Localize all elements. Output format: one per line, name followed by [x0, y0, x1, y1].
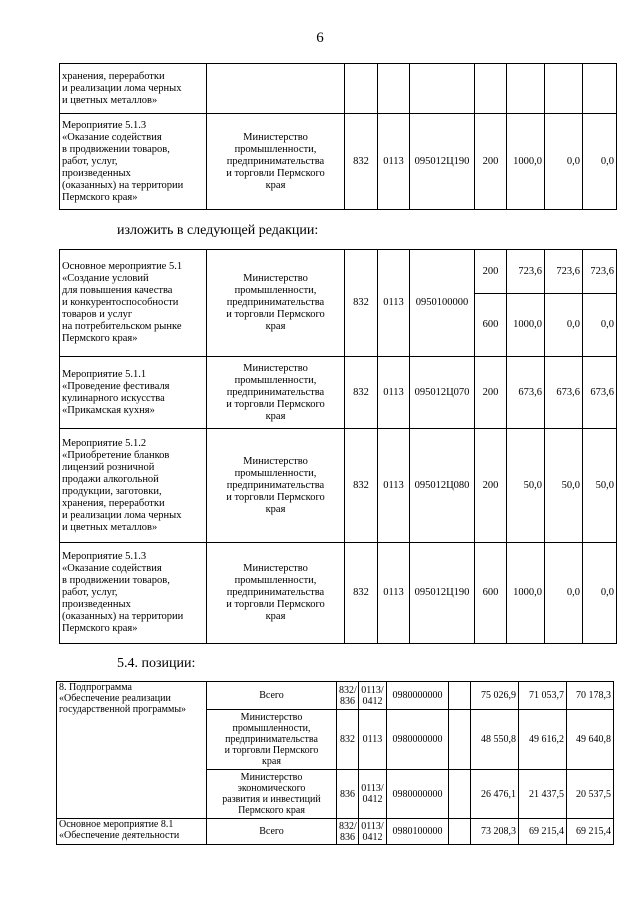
grbs-code: 832 — [345, 429, 378, 543]
grbs-code: 832 — [345, 357, 378, 429]
csr-code — [410, 64, 475, 114]
table-row — [60, 64, 617, 114]
value-3: 723,6 — [583, 250, 617, 294]
value-3: 0,0 — [583, 543, 617, 644]
csr-code: 095012Ц190 — [410, 114, 475, 210]
csr-code: 0980000000 — [387, 710, 449, 770]
measure-name: Основное мероприятие 8.1 «Обеспечение деятельности — [57, 819, 207, 845]
table-1 — [59, 63, 617, 210]
grbs-code: 832/ 836 — [337, 819, 359, 845]
grbs-code: 832/ 836 — [337, 682, 359, 710]
executor: Министерство промышленности, предпринимательства и торговли Пермского края — [207, 114, 345, 210]
value-1: 26 476,1 — [471, 770, 519, 819]
grbs-code — [345, 64, 378, 114]
program-name: 8. Подпрограмма «Обеспечение реализации государственной программы» — [57, 682, 207, 819]
instruction-text: изложить в следующей редакции: — [117, 223, 319, 238]
table-3 — [56, 681, 614, 845]
value-1: 1000,0 — [507, 543, 545, 644]
measure-name: Мероприятие 5.1.1 «Проведение фестиваля кулинарного искусства «Прикамская кухня» — [60, 357, 207, 429]
value-2: 0,0 — [545, 114, 583, 210]
measure-name: Основное мероприятие 5.1 «Создание условий для повышения качества и конкурентоспособности товаров и услуг на потребительском рынке Пермского края» — [60, 250, 207, 357]
table-row — [57, 819, 614, 845]
value-3: 0,0 — [583, 114, 617, 210]
vr-code — [475, 64, 507, 114]
vr-code: 200 — [475, 357, 507, 429]
measure-name: Мероприятие 5.1.3 «Оказание содействия в продвижении товаров, работ, услуг, произведенных (оказанных) на территории Пермского края» — [60, 114, 207, 210]
executor — [207, 64, 345, 114]
executor: Министерство промышленности, предпринимательства и торговли Пермского края — [207, 250, 345, 357]
page-number: 6 — [316, 30, 324, 46]
csr-code: 0980100000 — [387, 819, 449, 845]
grbs-code: 832 — [345, 543, 378, 644]
value-3 — [583, 64, 617, 114]
rz-code: 0113 — [378, 250, 410, 357]
vr-code — [449, 710, 471, 770]
rz-code: 0113 — [378, 543, 410, 644]
table-2 — [59, 249, 617, 644]
csr-code: 095012Ц190 — [410, 543, 475, 644]
value-2: 723,6 — [545, 250, 583, 294]
rz-code — [378, 64, 410, 114]
table-row — [60, 543, 617, 644]
rz-code: 0113 — [378, 114, 410, 210]
table-row — [60, 250, 617, 294]
executor: Всего — [207, 819, 337, 845]
vr-code: 200 — [475, 250, 507, 294]
vr-code: 200 — [475, 114, 507, 210]
rz-code: 0113 — [378, 429, 410, 543]
executor: Министерство промышленности, предпринимательства и торговли Пермского края — [207, 543, 345, 644]
csr-code: 095012Ц070 — [410, 357, 475, 429]
rz-code: 0113/ 0412 — [359, 770, 387, 819]
value-2 — [545, 64, 583, 114]
rz-code: 0113/ 0412 — [359, 819, 387, 845]
value-3: 20 537,5 — [567, 770, 614, 819]
value-1: 50,0 — [507, 429, 545, 543]
value-3: 0,0 — [583, 294, 617, 357]
section-text: 5.4. позиции: — [117, 656, 196, 671]
executor: Министерство промышленности, предпринимательства и торговли Пермского края — [207, 710, 337, 770]
grbs-code: 832 — [337, 710, 359, 770]
value-2: 49 616,2 — [519, 710, 567, 770]
vr-code: 600 — [475, 543, 507, 644]
value-3: 50,0 — [583, 429, 617, 543]
table-row — [60, 429, 617, 543]
value-3: 70 178,3 — [567, 682, 614, 710]
rz-code: 0113/ 0412 — [359, 682, 387, 710]
executor: Всего — [207, 682, 337, 710]
value-3: 673,6 — [583, 357, 617, 429]
value-3: 49 640,8 — [567, 710, 614, 770]
measure-name: Мероприятие 5.1.2 «Приобретение бланков лицензий розничной продажи алкогольной продукции, заготовки, хранения, переработки и реализации лома черных и цветных металлов» — [60, 429, 207, 543]
table-row — [60, 357, 617, 429]
measure-name: Мероприятие 5.1.3 «Оказание содействия в продвижении товаров, работ, услуг, произведенных (оказанных) на территории Пермского края» — [60, 543, 207, 644]
vr-code — [449, 770, 471, 819]
vr-code: 600 — [475, 294, 507, 357]
vr-code: 200 — [475, 429, 507, 543]
table-row — [57, 682, 614, 710]
csr-code: 0980000000 — [387, 770, 449, 819]
measure-name: хранения, переработки и реализации лома черных и цветных металлов» — [60, 64, 207, 114]
value-2: 69 215,4 — [519, 819, 567, 845]
value-1: 1000,0 — [507, 294, 545, 357]
executor: Министерство промышленности, предпринимательства и торговли Пермского края — [207, 429, 345, 543]
table-row — [60, 114, 617, 210]
value-1: 723,6 — [507, 250, 545, 294]
value-3: 69 215,4 — [567, 819, 614, 845]
value-2: 0,0 — [545, 543, 583, 644]
value-1: 1000,0 — [507, 114, 545, 210]
value-2: 673,6 — [545, 357, 583, 429]
csr-code: 0950100000 — [410, 250, 475, 357]
value-1: 75 026,9 — [471, 682, 519, 710]
vr-code — [449, 819, 471, 845]
grbs-code: 832 — [345, 250, 378, 357]
value-2: 21 437,5 — [519, 770, 567, 819]
value-1: 673,6 — [507, 357, 545, 429]
rz-code: 0113 — [359, 710, 387, 770]
executor: Министерство промышленности, предпринимательства и торговли Пермского края — [207, 357, 345, 429]
csr-code: 0980000000 — [387, 682, 449, 710]
grbs-code: 832 — [345, 114, 378, 210]
csr-code: 095012Ц080 — [410, 429, 475, 543]
value-2: 71 053,7 — [519, 682, 567, 710]
value-1: 73 208,3 — [471, 819, 519, 845]
vr-code — [449, 682, 471, 710]
value-2: 0,0 — [545, 294, 583, 357]
grbs-code: 836 — [337, 770, 359, 819]
rz-code: 0113 — [378, 357, 410, 429]
value-1 — [507, 64, 545, 114]
value-2: 50,0 — [545, 429, 583, 543]
executor: Министерство экономического развития и инвестиций Пермского края — [207, 770, 337, 819]
value-1: 48 550,8 — [471, 710, 519, 770]
